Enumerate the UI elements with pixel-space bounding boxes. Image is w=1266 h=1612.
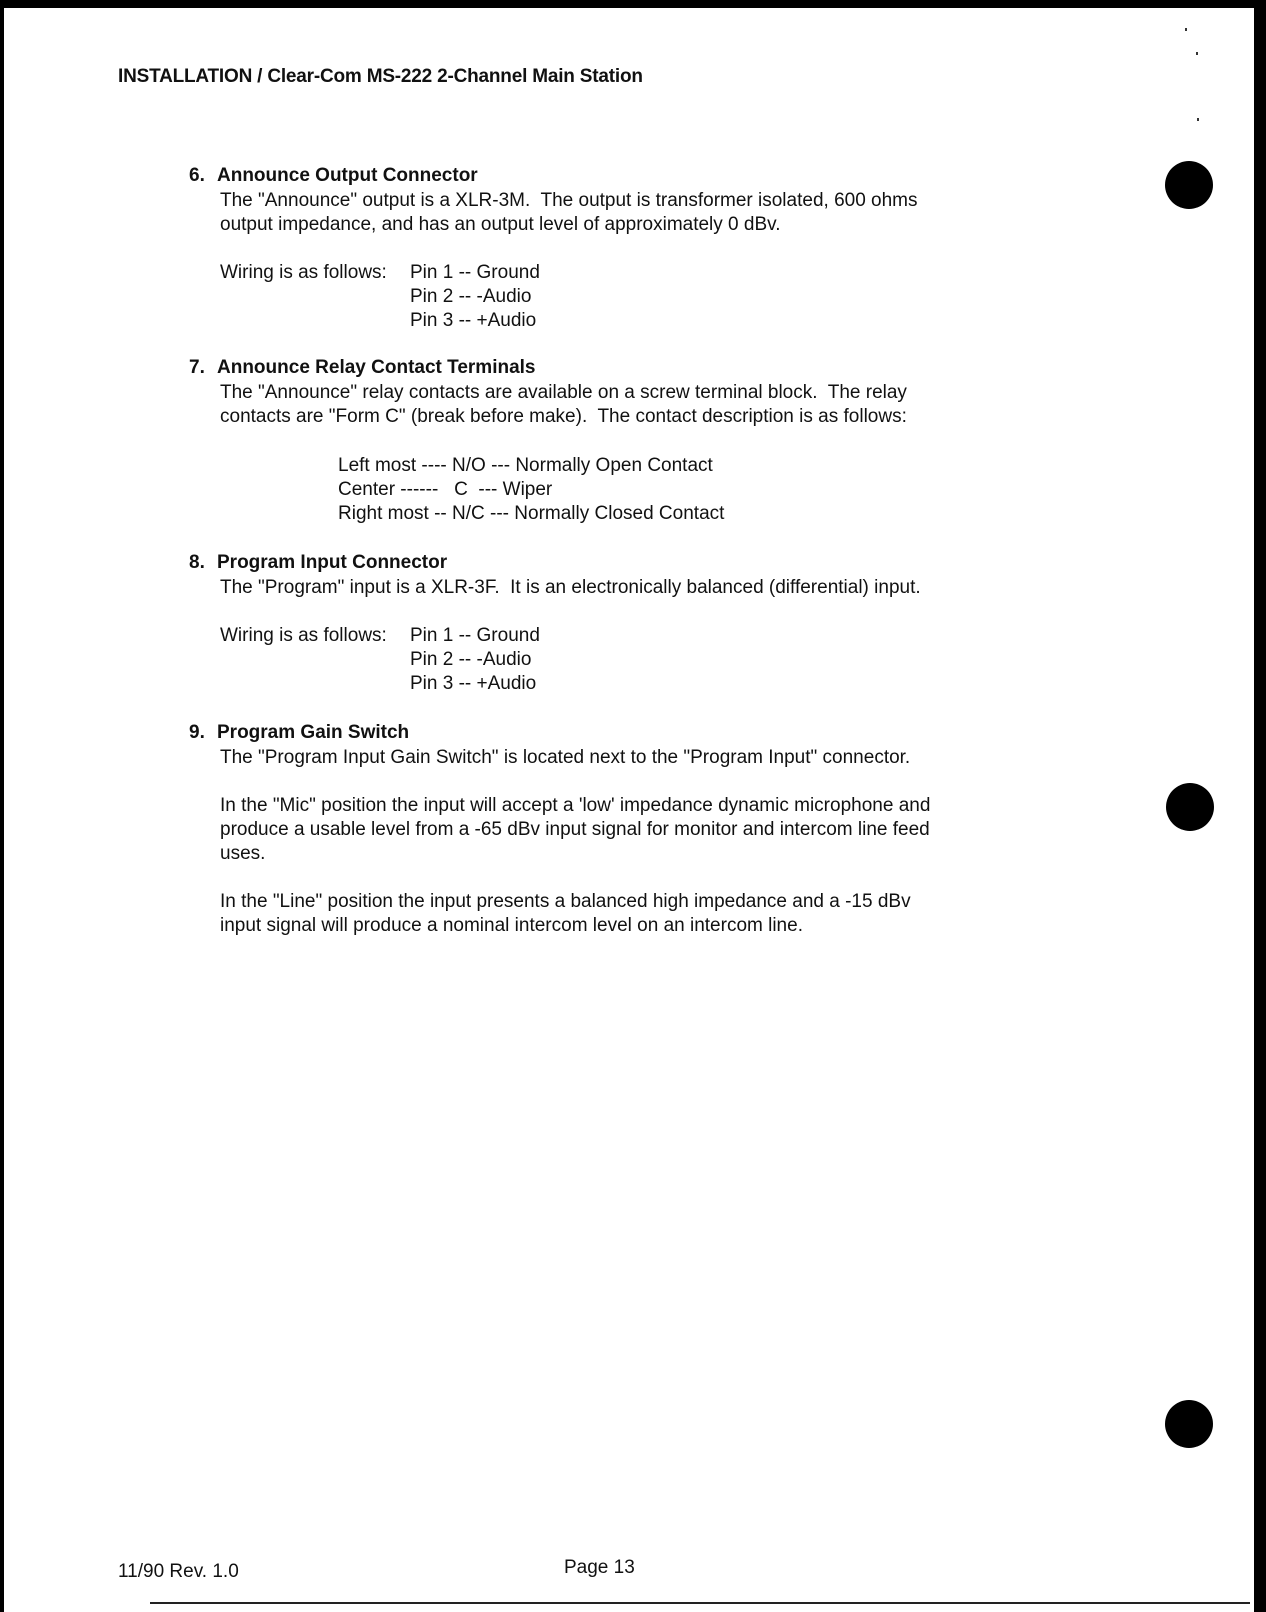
scan-speck	[1196, 52, 1198, 55]
scan-border-right	[1254, 0, 1266, 1612]
section-title: Program Input Connector	[217, 552, 448, 573]
section-8-pin-1: Pin 1 -- Ground	[410, 625, 540, 646]
section-title: Announce Output Connector	[217, 165, 478, 186]
section-7-contact-left: Left most ---- N/O --- Normally Open Contact	[338, 455, 713, 476]
section-title: Announce Relay Contact Terminals	[217, 357, 536, 378]
section-8-pin-3: Pin 3 -- +Audio	[410, 673, 537, 694]
section-7-heading	[189, 357, 536, 379]
section-9-mic-line-3: uses.	[220, 843, 266, 864]
section-number: 9.	[189, 722, 205, 743]
section-6-text-line-2: output impedance, and has an output level of approximately 0 dBv.	[220, 214, 781, 235]
section-7-text-line-2: contacts are "Form C" (break before make). The contact description is as follows:	[220, 406, 907, 427]
section-9-heading	[189, 722, 409, 744]
section-number: 7.	[189, 357, 205, 378]
section-6-wiring-label: Wiring is as follows:	[220, 262, 387, 283]
section-9-line-line-1: In the "Line" position the input presents a balanced high impedance and a -15 dBv	[220, 891, 911, 912]
scan-border-bottom	[150, 1602, 1250, 1604]
section-7-contact-center: Center ------ C --- Wiper	[338, 479, 553, 500]
scan-border-left	[0, 0, 4, 1612]
binder-hole-middle	[1166, 783, 1214, 831]
section-9-mic-line-1: In the "Mic" position the input will accept a 'low' impedance dynamic microphone and	[220, 795, 931, 816]
section-6-text-line-1: The "Announce" output is a XLR-3M. The output is transformer isolated, 600 ohms	[220, 190, 918, 211]
footer-revision: 11/90 Rev. 1.0	[118, 1561, 239, 1582]
section-6-pin-2: Pin 2 -- -Audio	[410, 286, 532, 307]
section-number: 6.	[189, 165, 205, 186]
section-8-wiring-label: Wiring is as follows:	[220, 625, 387, 646]
binder-hole-bottom	[1165, 1400, 1213, 1448]
section-6-pin-3: Pin 3 -- +Audio	[410, 310, 537, 331]
section-8-pin-2: Pin 2 -- -Audio	[410, 649, 532, 670]
section-number: 8.	[189, 552, 205, 573]
section-9-mic-line-2: produce a usable level from a -65 dBv input signal for monitor and intercom line feed	[220, 819, 930, 840]
section-8-text-line-1: The "Program" input is a XLR-3F. It is an electronically balanced (differential) input.	[220, 577, 921, 598]
scan-speck	[1185, 28, 1187, 31]
scan-border-top	[0, 0, 1266, 8]
section-6-heading	[189, 165, 478, 187]
section-7-contact-right: Right most -- N/C --- Normally Closed Contact	[338, 503, 725, 524]
footer-page-number: Page 13	[564, 1557, 635, 1578]
section-8-heading	[189, 552, 447, 574]
section-title: Program Gain Switch	[217, 722, 410, 743]
section-9-line-line-2: input signal will produce a nominal intercom level on an intercom line.	[220, 915, 803, 936]
page-header: INSTALLATION / Clear-Com MS-222 2-Channel Main Station	[118, 66, 643, 87]
section-9-text-line-1: The "Program Input Gain Switch" is located next to the "Program Input" connector.	[220, 747, 911, 768]
section-7-text-line-1: The "Announce" relay contacts are available on a screw terminal block. The relay	[220, 382, 907, 403]
section-6-pin-1: Pin 1 -- Ground	[410, 262, 540, 283]
binder-hole-top	[1165, 161, 1213, 209]
scan-speck	[1197, 118, 1199, 121]
